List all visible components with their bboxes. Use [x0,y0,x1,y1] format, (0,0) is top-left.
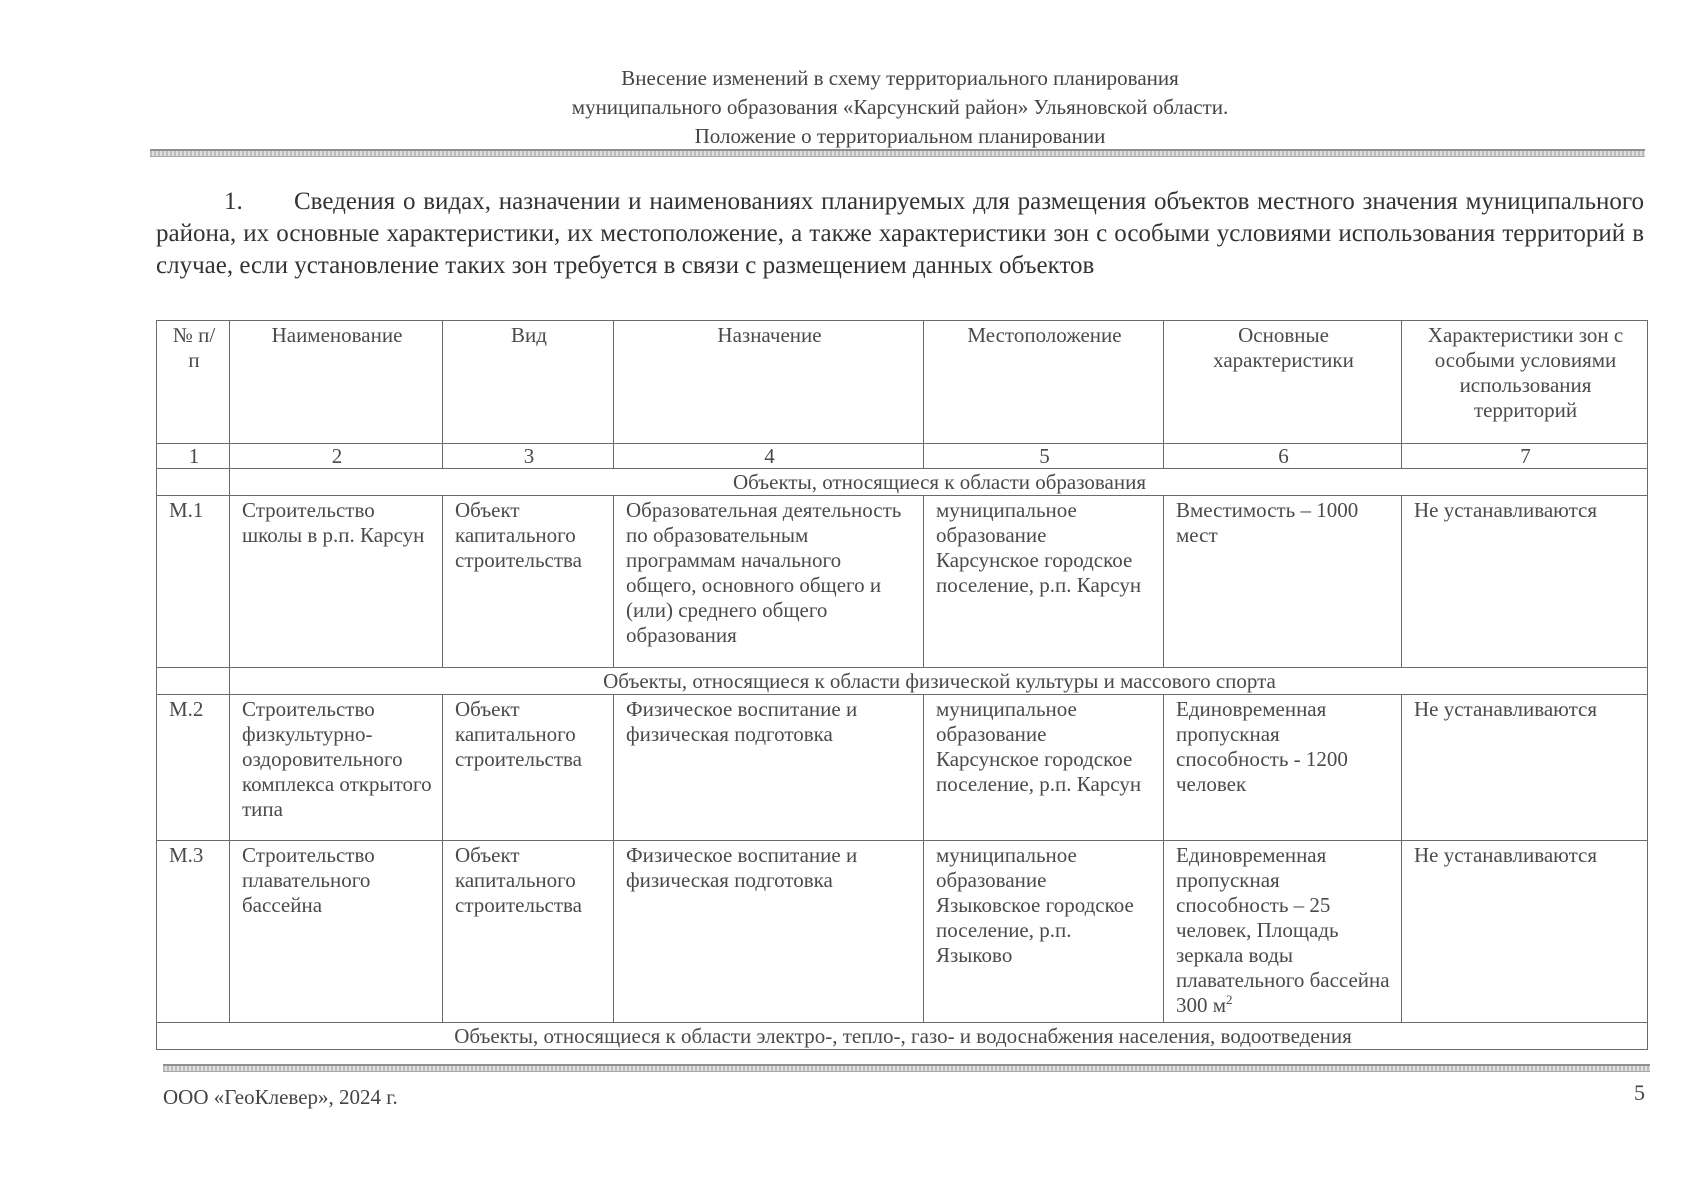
row-name: Строительство физкультурно-оздоровительного комплекса открытого типа [230,695,443,841]
row-kind: Объект капитального строительства [443,695,614,841]
row-id: М.3 [157,841,230,1023]
column-number: 3 [443,444,614,469]
row-zones: Не устанавливаются [1402,496,1648,668]
header-cell-characteristics: Основные характеристики [1164,321,1402,444]
row-id: М.1 [157,496,230,668]
row-characteristics: Единовременная пропускная способность – 25 человек, Площадь зеркала воды плавательного бассейна 300 м [1176,843,1390,1017]
footer-company: ООО «ГеоКлевер», 2024 г. [163,1085,398,1109]
page-number: 5 [1634,1080,1645,1105]
section-intro [156,186,1644,282]
row-kind: Объект капитального строительства [443,841,614,1023]
header-cell-number: № п/п [157,321,230,444]
column-number: 2 [230,444,443,469]
section-row-utilities [157,1023,1648,1050]
section-title: Объекты, относящиеся к области электро-, тепло-, газо- и водоснабжения населения, водоотведения [157,1023,1648,1050]
header-cell-zones: Характеристики зон с особыми условиями использования территорий [1402,321,1648,444]
row-purpose: Образовательная деятельность по образовательным программам начального общего, основного общего и (или) среднего общего образования [614,496,924,668]
header-cell-name: Наименование [230,321,443,444]
row-name: Строительство плавательного бассейна [230,841,443,1023]
footer-divider [163,1064,1650,1072]
column-number: 6 [1164,444,1402,469]
row-kind: Объект капитального строительства [443,496,614,668]
table-row [157,841,1648,1023]
table-row [157,496,1648,668]
header-line-2: муниципального образования «Карсунский район» Ульяновской области. [571,95,1229,119]
section-row-education [157,469,1648,496]
row-zones: Не устанавливаются [1402,841,1648,1023]
section-number: 1. [224,188,243,215]
column-number: 7 [1402,444,1648,469]
section-empty-cell [157,668,230,695]
row-id: М.2 [157,695,230,841]
header-divider [150,149,1645,157]
section-row-sport [157,668,1648,695]
document-header [150,64,1650,151]
column-number: 5 [924,444,1164,469]
section-title: Объекты, относящиеся к области физической культуры и массового спорта [230,668,1648,695]
row-characteristics-cell [1164,841,1402,1023]
section-empty-cell [157,469,230,496]
table-header-row [157,321,1648,444]
column-number: 1 [157,444,230,469]
header-cell-purpose: Назначение [614,321,924,444]
row-characteristics: Вместимость – 1000 мест [1164,496,1402,668]
section-title: Объекты, относящиеся к области образования [230,469,1648,496]
table-row [157,695,1648,841]
row-purpose: Физическое воспитание и физическая подготовка [614,841,924,1023]
row-location: муниципальное образование Карсунское городское поселение, р.п. Карсун [924,496,1164,668]
row-characteristics: Единовременная пропускная способность - 1200 человек [1164,695,1402,841]
row-location: муниципальное образование Языковское городское поселение, р.п. Языково [924,841,1164,1023]
column-number: 4 [614,444,924,469]
row-zones: Не устанавливаются [1402,695,1648,841]
header-cell-kind: Вид [443,321,614,444]
row-name: Строительство школы в р.п. Карсун [230,496,443,668]
superscript-squared: 2 [1226,992,1233,1007]
header-cell-location: Местоположение [924,321,1164,444]
row-purpose: Физическое воспитание и физическая подготовка [614,695,924,841]
row-location: муниципальное образование Карсунское городское поселение, р.п. Карсун [924,695,1164,841]
section-intro-text: Сведения о видах, назначении и наименованиях планируемых для размещения объектов местного значения муниципального района, их основные характеристики, их местоположение, а также характеристики зон с особыми условиями использования территорий в случае, если установление таких зон требуется в связи с размещением данных объектов [156,188,1644,279]
header-line-1: Внесение изменений в схему территориального планирования [621,66,1179,90]
column-number-row [157,444,1648,469]
header-line-3: Положение о территориальном планировании [694,124,1106,148]
objects-table [156,320,1648,1050]
